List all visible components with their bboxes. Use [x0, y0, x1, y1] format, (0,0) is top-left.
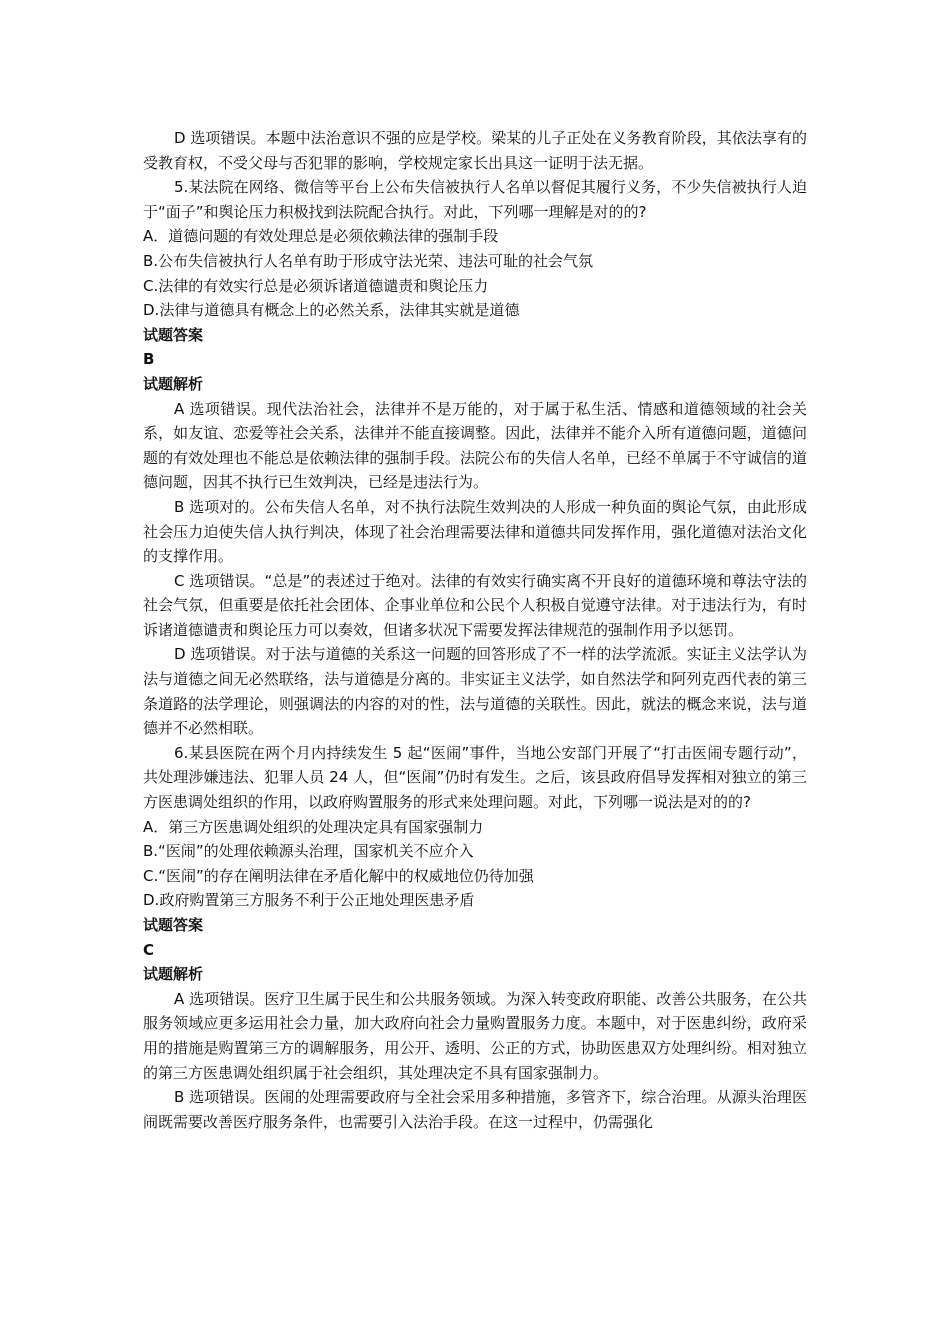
analysis-paragraph: A 选项错误。现代法治社会，法律并不是万能的，对于属于私生活、情感和道德领域的社会关系，如友谊、恋爱等社会关系，法律并不能直接调整。因此，法律并不能介入所有道德问题，道德问题的有效处理也不能总是依赖法律的强制手段。法院公布的失信人名单，已经不单属于不守诚信的道德问题，因其不执行已生效判决，已经是违法行为。 [143, 399, 807, 492]
analysis-paragraph: B 选项错误。医闹的处理需要政府与全社会采用多种措施，多管齐下，综合治理。从源头治理医闹既需要改善医疗服务条件，也需要引入法治手段。在这一过程中，仍需强化 [143, 1088, 807, 1131]
question-6: 6.某县医院在两个月内持续发生 5 起“医闹”事件，当地公安部门开展了“打击医闹专题行动”，共处理涉嫌违法、犯罪人员 24 人，但“医闹”仍时有发生。之后，该县政府倡导发挥相对独立的第三方医患调处组织的作用，以政府购置服务的形式来处理问题。对此，下列哪一说法是对的的? [143, 743, 807, 812]
answer-value: B [143, 350, 155, 369]
analysis-paragraph: B 选项对的。公布失信人名单，对不执行法院生效判决的人形成一种负面的舆论气氛，由此形成社会压力迫使失信人执行判决，体现了社会治理需要法律和道德共同发挥作用，强化道德对法治文化的支撑作用。 [143, 497, 807, 566]
answer-value: C [143, 940, 155, 959]
document-page [143, 126, 807, 1134]
option-d: D.政府购置第三方服务不利于公正地处理医患矛盾 [143, 891, 475, 910]
option-a: A．第三方医患调处组织的处理决定具有国家强制力 [143, 817, 484, 836]
question-5: 5.某法院在网络、微信等平台上公布失信被执行人名单以督促其履行义务，不少失信被执行人迫于“面子”和舆论压力积极找到法院配合执行。对此，下列哪一理解是对的的? [143, 178, 807, 221]
answer-heading: 试题答案 [143, 325, 204, 344]
option-a: A．道德问题的有效处理总是必须依赖法律的强制手段 [143, 227, 499, 246]
analysis-heading: 试题解析 [143, 374, 204, 393]
option-c: C.法律的有效实行总是必须诉诸道德谴责和舆论压力 [143, 276, 489, 295]
option-d: D.法律与道德具有概念上的必然关系，法律其实就是道德 [143, 301, 520, 320]
option-b: B.“医闹”的处理依赖源头治理，国家机关不应介入 [143, 842, 474, 861]
analysis-paragraph: C 选项错误。“总是”的表述过于绝对。法律的有效实行确实离不开良好的道德环境和尊法守法的社会气氛，但重要是依托社会团体、企事业单位和公民个人积极自觉遵守法律。对于违法行为，有时诉诸道德谴责和舆论压力可以奏效，但诸多状况下需要发挥法律规范的强制作用予以惩罚。 [143, 571, 807, 639]
analysis-paragraph: D 选项错误。对于法与道德的关系这一问题的回答形成了不一样的法学流派。实证主义法学认为法与道德之间无必然联络，法与道德是分离的。非实证主义法学，如自然法学和阿列克西代表的第三条道路的法学理论，则强调法的内容的对的性，法与道德的关联性。因此，就法的概念来说，法与道德并不必然相联。 [143, 645, 807, 738]
analysis-heading: 试题解析 [143, 965, 204, 984]
option-c: C.“医闹”的存在阐明法律在矛盾化解中的权威地位仍待加强 [143, 866, 534, 885]
answer-heading: 试题答案 [143, 916, 204, 934]
analysis-paragraph: A 选项错误。医疗卫生属于民生和公共服务领域。为深入转变政府职能、改善公共服务，在公共服务领域应更多运用社会力量，加大政府向社会力量购置服务力度。本题中，对于医患纠纷，政府采用的措施是购置第三方的调解服务，用公开、透明、公正的方式，协助医患双方处理纠纷。相对独立的第三方医患调处组织属于社会组织，其处理决定不具有国家强制力。 [143, 989, 807, 1082]
option-b: B.公布失信被执行人名单有助于形成守法光荣、违法可耻的社会气氛 [143, 251, 594, 270]
paragraph: D 选项错误。本题中法治意识不强的应是学校。梁某的儿子正处在义务教育阶段，其依法享有的受教育权，不受父母与否犯罪的影响，学校规定家长出具这一证明于法无据。 [143, 129, 807, 172]
